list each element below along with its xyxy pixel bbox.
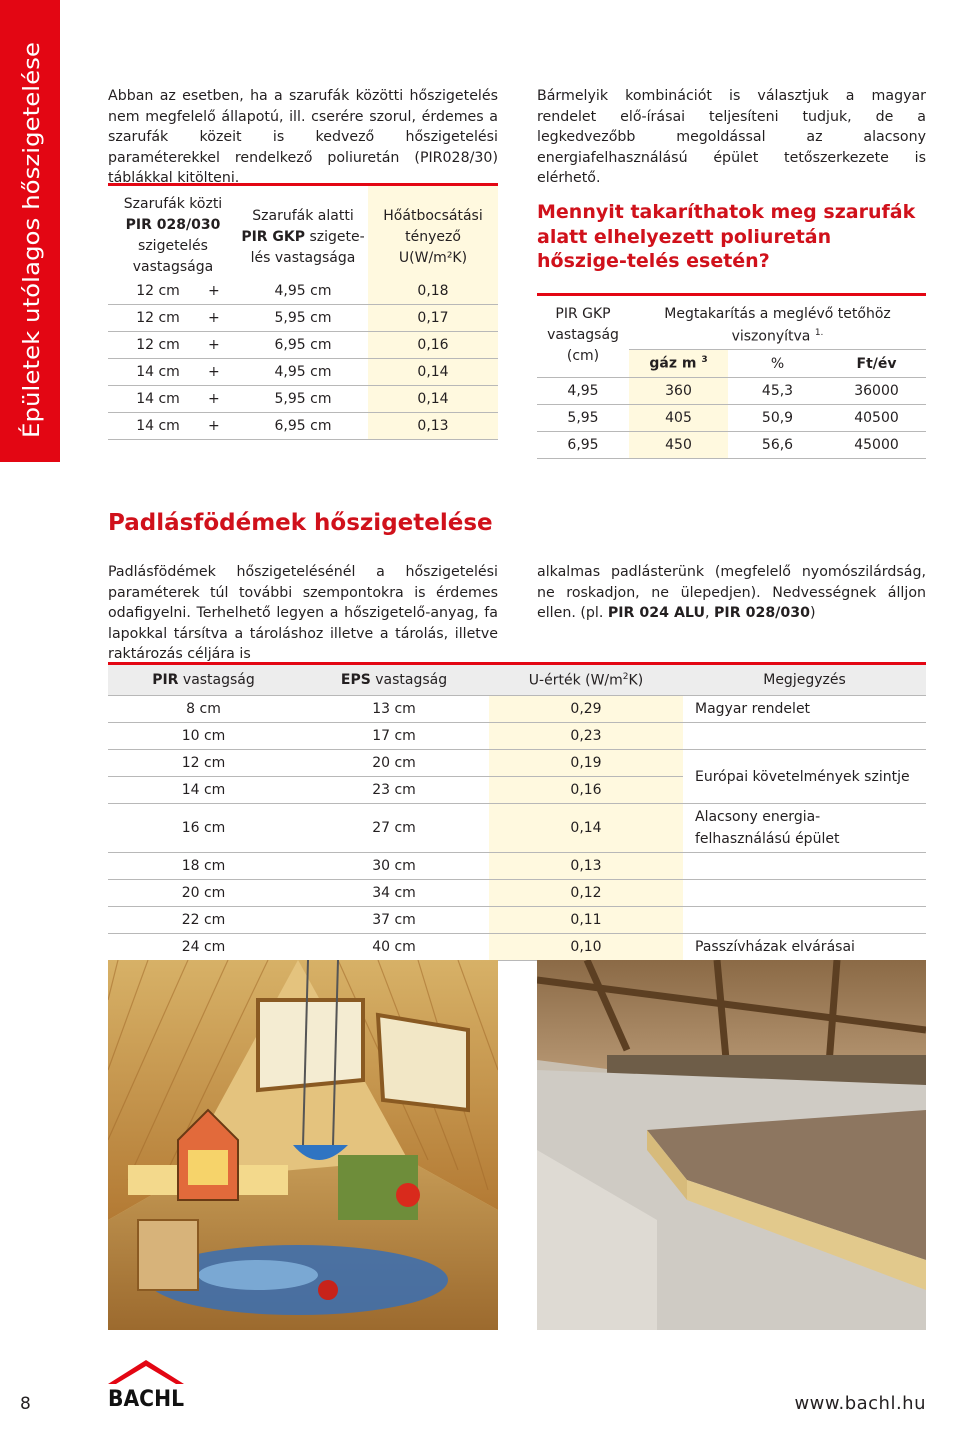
t1-cell-under: 5,95 cm [238, 386, 368, 413]
attic-room-photo [108, 960, 498, 1330]
t3-cell-u: 0,10 [489, 934, 683, 961]
sidebar-band [0, 0, 60, 462]
intro-text: Abban az esetben, ha a szarufák közötti hőszigetelés nem megfelelő állapotú, ill. cserére szorul, érdemes a szarufák közeit is kedvező hőszigetelési paraméterekkel rendelkező poliuretán ( [108, 88, 498, 166]
t1-row [108, 386, 498, 413]
t3-row [108, 723, 926, 750]
savings-cell-gas: 405 [629, 405, 728, 432]
t3-cell-pir: 18 cm [108, 853, 299, 880]
t1-cell-rafter: 12 cm [108, 305, 208, 332]
t3-cell-u: 0,12 [489, 880, 683, 907]
t3-cell-note [683, 723, 926, 750]
t1-cell-rafter: 14 cm [108, 386, 208, 413]
t1-cell-u: 0,14 [368, 386, 498, 413]
t3-row [108, 696, 926, 723]
t1-cell-u: 0,14 [368, 359, 498, 386]
t1-cell-plus: + [208, 332, 238, 359]
t3-cell-eps: 20 cm [299, 750, 489, 777]
t1-cell-under: 4,95 cm [238, 359, 368, 386]
t1-cell-plus: + [208, 359, 238, 386]
savings-cell-thickness: 4,95 [537, 378, 629, 405]
t1-header-col2: Szarufák alatti PIR GKP szigete- lés vastagsága [241, 208, 365, 266]
t3-row [108, 907, 926, 934]
savings-table [537, 293, 926, 459]
t3-head-eps: EPS vastagság [340, 672, 448, 688]
t3-cell-u: 0,23 [489, 723, 683, 750]
savings-sub-ft: Ft/év [827, 350, 926, 378]
t3-cell-note [683, 880, 926, 907]
t1-cell-rafter: 14 cm [108, 413, 208, 440]
savings-cell-ft: 45000 [827, 432, 926, 459]
attic-insulation-photo [537, 960, 926, 1330]
savings-cell-ft: 40500 [827, 405, 926, 432]
t3-cell-pir: 16 cm [108, 804, 299, 853]
t3-cell-eps: 37 cm [299, 907, 489, 934]
t3-cell-eps: 17 cm [299, 723, 489, 750]
attic-right-text: alkalmas padlásterünk (megfelelő nyomószilárdság, ne roskadjon, ne ülepedjen). Nedvességnek álljon ellen. (pl. PIR 024 ALU, PIR 028/030) [537, 564, 926, 621]
t3-cell-note: Magyar rendelet [683, 696, 926, 723]
t3-cell-pir: 10 cm [108, 723, 299, 750]
logo-roof-shape [108, 1360, 184, 1384]
t3-cell-pir: 20 cm [108, 880, 299, 907]
t1-cell-u: 0,17 [368, 305, 498, 332]
savings-cell-pct: 50,9 [728, 405, 827, 432]
t3-cell-pir: 12 cm [108, 750, 299, 777]
t1-cell-u: 0,16 [368, 332, 498, 359]
t3-cell-pir: 14 cm [108, 777, 299, 804]
attic-heading: Padlásfödémek hőszigetelése [108, 510, 493, 536]
savings-cell-pct: 56,6 [728, 432, 827, 459]
t1-row [108, 332, 498, 359]
t3-cell-pir: 22 cm [108, 907, 299, 934]
t3-cell-note: Passzívházak elvárásai [683, 934, 926, 961]
savings-cell-gas: 450 [629, 432, 728, 459]
savings-cell-thickness: 5,95 [537, 405, 629, 432]
attic-table [108, 662, 926, 961]
sidebar-title: Épületek utólagos hőszigetelése [19, 74, 45, 438]
t1-cell-under: 6,95 cm [238, 332, 368, 359]
savings-col1-header: PIR GKP vastagság (cm) [537, 295, 629, 378]
t3-row [108, 750, 926, 777]
t1-row [108, 359, 498, 386]
sidebar-title-wrap [8, 20, 52, 450]
t1-row [108, 278, 498, 305]
savings-heading: Mennyit takaríthatok meg szarufák alatt elhelyezett poliuretán hőszige-telés esetén? [537, 201, 916, 272]
t3-cell-note [683, 907, 926, 934]
savings-cell-ft: 36000 [827, 378, 926, 405]
t1-cell-plus: + [208, 413, 238, 440]
intro-highlight: PIR028/30 [419, 149, 493, 166]
t1-cell-rafter: 14 cm [108, 359, 208, 386]
t3-cell-eps: 34 cm [299, 880, 489, 907]
intro-paragraph [108, 86, 498, 189]
t3-cell-u: 0,14 [489, 804, 683, 853]
t3-cell-eps: 13 cm [299, 696, 489, 723]
t1-cell-rafter: 12 cm [108, 278, 208, 305]
savings-sub-pct: % [728, 350, 827, 378]
savings-cell-gas: 360 [629, 378, 728, 405]
intro-text-end: ) táblákkal kitölteni. [108, 149, 498, 186]
t3-row [108, 804, 926, 853]
t3-row [108, 853, 926, 880]
t3-row [108, 880, 926, 907]
t3-cell-pir: 24 cm [108, 934, 299, 961]
t3-row [108, 934, 926, 961]
t1-cell-u: 0,18 [368, 278, 498, 305]
t1-cell-under: 5,95 cm [238, 305, 368, 332]
t3-cell-eps: 40 cm [299, 934, 489, 961]
t3-cell-eps: 30 cm [299, 853, 489, 880]
t1-cell-under: 6,95 cm [238, 413, 368, 440]
t1-cell-rafter: 12 cm [108, 332, 208, 359]
page-number: 8 [20, 1394, 31, 1414]
t1-cell-plus: + [208, 386, 238, 413]
t1-header-col3: Hőátbocsátási tényező U(W/m²K) [368, 185, 498, 279]
t3-head-pir: PIR vastagság [152, 672, 255, 688]
t3-cell-note: Alacsony energia- felhasználású épület [683, 804, 926, 853]
right-intro: Bármelyik kombinációt is választjuk a magyar rendelet elő-írásai teljesíteni tudjuk, de a legkedvezőbb megoldással az alacsony energiafelhasználású épület tetőszerkezete is elérhető. [537, 88, 926, 186]
t3-cell-u: 0,16 [489, 777, 683, 804]
t3-head-note: Megjegyzés [763, 672, 846, 688]
t3-cell-u: 0,19 [489, 750, 683, 777]
rafter-table [108, 183, 498, 440]
savings-row [537, 432, 926, 459]
t1-cell-plus: + [208, 305, 238, 332]
t1-row [108, 413, 498, 440]
t3-cell-u: 0,29 [489, 696, 683, 723]
attic-left-text: Padlásfödémek hőszigetelésénél a hőszigetelési paraméterek túl további szempontokra is érdemes odafigyelni. Terhelhető legyen a hőszigetelő-anyag, fa lapokkal társítva a tároláshoz illetve a tárolás, illetve raktározás céljára is [108, 564, 498, 662]
t3-cell-pir: 8 cm [108, 696, 299, 723]
website-url: www.bachl.hu [794, 1393, 926, 1414]
savings-row [537, 378, 926, 405]
t1-header-col1: Szarufák közti PIR 028/030 szigetelés vastagsága [123, 196, 223, 275]
savings-cell-pct: 45,3 [728, 378, 827, 405]
savings-group-header: Megtakarítás a meglévő tetőhöz viszonyítva $^{1.}$ [664, 306, 891, 345]
t3-head-u: U-érték $(W/m^2K)$ [528, 671, 644, 689]
t1-cell-u: 0,13 [368, 413, 498, 440]
savings-sub-gas: gáz m $^3$ [629, 350, 728, 378]
t3-cell-eps: 23 cm [299, 777, 489, 804]
bachl-logo [104, 1358, 188, 1410]
t3-cell-eps: 27 cm [299, 804, 489, 853]
logo-text: BACHL [108, 1387, 184, 1410]
savings-cell-thickness: 6,95 [537, 432, 629, 459]
t1-cell-plus: + [208, 278, 238, 305]
t3-cell-u: 0,11 [489, 907, 683, 934]
t1-row [108, 305, 498, 332]
t3-cell-u: 0,13 [489, 853, 683, 880]
t3-cell-note [683, 853, 926, 880]
savings-row [537, 405, 926, 432]
t1-cell-under: 4,95 cm [238, 278, 368, 305]
t3-cell-note: Európai követelmények szintje [683, 750, 926, 804]
